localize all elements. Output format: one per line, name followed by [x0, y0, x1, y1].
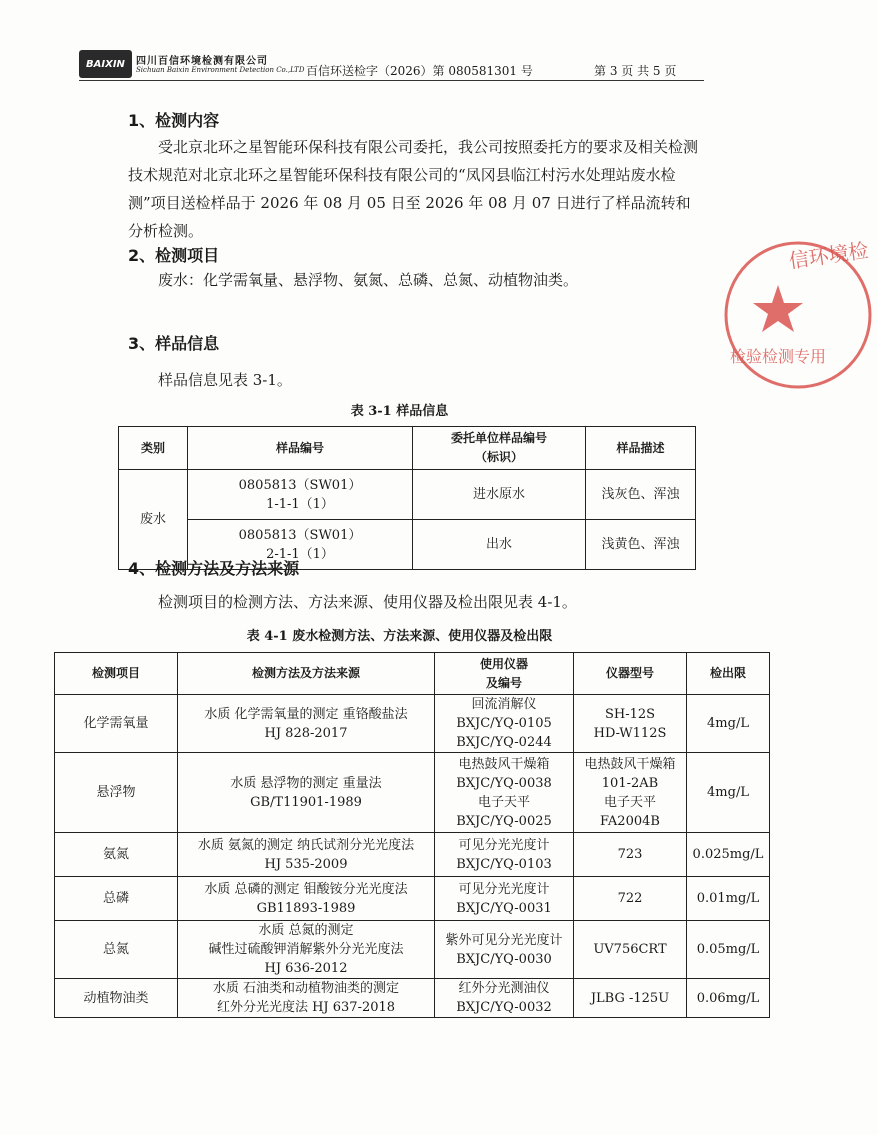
- sample-description: 浅灰色、浑浊: [586, 470, 696, 520]
- instrument: 可见分光光度计 BXJC/YQ-0031: [435, 877, 574, 921]
- section-3-body: 样品信息见表 3-1。: [158, 371, 292, 389]
- detection-limit: 0.06mg/L: [687, 979, 770, 1018]
- header-line: 及编号: [485, 675, 522, 690]
- client-sample-id: 进水原水: [413, 470, 586, 520]
- test-method: 水质 总氮的测定 碱性过硫酸钾消解紫外分光光度法 HJ 636-2012: [178, 921, 435, 979]
- sample-code: 0805813（SW01） 2-1-1（1）: [188, 520, 413, 570]
- table-row: [55, 833, 770, 877]
- table-header: 检测项目: [55, 653, 178, 695]
- table-row: [55, 921, 770, 979]
- test-method: 水质 悬浮物的测定 重量法 GB/T11901-1989: [178, 753, 435, 833]
- table-header: 检出限: [687, 653, 770, 695]
- official-seal: [718, 230, 878, 410]
- header-divider: [79, 80, 704, 81]
- detection-limit: 4mg/L: [687, 753, 770, 833]
- table-header: 仪器型号: [574, 653, 687, 695]
- instrument-model: 电热鼓风干燥箱 101-2AB 电子天平 FA2004B: [574, 753, 687, 833]
- instrument-model: SH-12S HD-W112S: [574, 695, 687, 753]
- section-3-title: 3、样品信息: [128, 334, 220, 353]
- instrument: 可见分光光度计 BXJC/YQ-0103: [435, 833, 574, 877]
- table-header: [413, 427, 586, 470]
- test-item: 动植物油类: [55, 979, 178, 1018]
- test-method: 水质 石油类和动植物油类的测定 红外分光光度法 HJ 637-2018: [178, 979, 435, 1018]
- instrument: 红外分光测油仪 BXJC/YQ-0032: [435, 979, 574, 1018]
- section-1-body: 受北京北环之星智能环保科技有限公司委托，我公司按照委托方的要求及相关检测技术规范对北京北环之星智能环保科技有限公司的“凤冈县临江村污水处理站废水检测”项目送检样品于 2026 年 08 月 05 日至 2026 年 08 月 07 日进行了样品流转和分析检测。: [128, 138, 699, 240]
- section-4-body: 检测项目的检测方法、方法来源、使用仪器及检出限见表 4-1。: [158, 593, 577, 611]
- table-4-1-caption: 表 4-1 废水检测方法、方法来源、使用仪器及检出限: [246, 629, 553, 644]
- table-row: [55, 753, 770, 833]
- instrument-model: JLBG -125U: [574, 979, 687, 1018]
- test-item: 氨氮: [55, 833, 178, 877]
- method-table: [54, 652, 770, 1018]
- table-row: [119, 470, 696, 520]
- detection-limit: 0.05mg/L: [687, 921, 770, 979]
- test-method: 水质 氨氮的测定 纳氏试剂分光光度法 HJ 535-2009: [178, 833, 435, 877]
- instrument-model: 722: [574, 877, 687, 921]
- header-line: 使用仪器: [479, 656, 528, 671]
- section-2-title: 2、检测项目: [128, 246, 220, 265]
- test-item: 化学需氧量: [55, 695, 178, 753]
- table-3-1-caption: 表 3-1 样品信息: [350, 404, 449, 419]
- svg-text:检验检测专用: 检验检测专用: [730, 347, 827, 366]
- report-number: 百信环送检字（2026）第 080581301 号: [306, 64, 533, 78]
- table-header: 检测方法及方法来源: [178, 653, 435, 695]
- sample-category: 废水: [119, 470, 188, 570]
- company-name-en: Sichuan Baixin Environment Detection Co.,LTD: [136, 66, 305, 74]
- table-row: [55, 979, 770, 1018]
- instrument: 紫外可见分光光度计 BXJC/YQ-0030: [435, 921, 574, 979]
- instrument: 回流消解仪 BXJC/YQ-0105 BXJC/YQ-0244: [435, 695, 574, 753]
- test-method: 水质 总磷的测定 钼酸铵分光光度法 GB11893-1989: [178, 877, 435, 921]
- sample-description: 浅黄色、浑浊: [586, 520, 696, 570]
- header-line: （标识）: [474, 450, 523, 464]
- section-4-title: 4、检测方法及方法来源: [128, 559, 300, 578]
- test-item: 悬浮物: [55, 753, 178, 833]
- section-2-body: 废水：化学需氧量、悬浮物、氨氮、总磷、总氮、动植物油类。: [158, 271, 579, 289]
- detection-limit: 4mg/L: [687, 695, 770, 753]
- client-sample-id: 出水: [413, 520, 586, 570]
- table-row: [55, 695, 770, 753]
- instrument: 电热鼓风干燥箱 BXJC/YQ-0038 电子天平 BXJC/YQ-0025: [435, 753, 574, 833]
- detection-limit: 0.01mg/L: [687, 877, 770, 921]
- table-header: 样品编号: [188, 427, 413, 470]
- table-row: [55, 877, 770, 921]
- sample-code: 0805813（SW01） 1-1-1（1）: [188, 470, 413, 520]
- table-header: 样品描述: [586, 427, 696, 470]
- test-item: 总磷: [55, 877, 178, 921]
- instrument-model: 723: [574, 833, 687, 877]
- instrument-model: UV756CRT: [574, 921, 687, 979]
- header-line: 委托单位样品编号: [450, 431, 547, 445]
- svg-text:信环境检: 信环境检: [787, 238, 870, 273]
- sample-info-table: [118, 426, 696, 570]
- test-method: 水质 化学需氧量的测定 重铬酸盐法 HJ 828-2017: [178, 695, 435, 753]
- table-header: 类别: [119, 427, 188, 470]
- detection-limit: 0.025mg/L: [687, 833, 770, 877]
- company-name-cn: 四川百信环境检测有限公司: [136, 56, 268, 67]
- section-1-title: 1、检测内容: [128, 111, 220, 130]
- company-logo: BAIXIN: [79, 50, 132, 78]
- table-header: [435, 653, 574, 695]
- page-indicator: 第 3 页 共 5 页: [594, 64, 677, 78]
- test-item: 总氮: [55, 921, 178, 979]
